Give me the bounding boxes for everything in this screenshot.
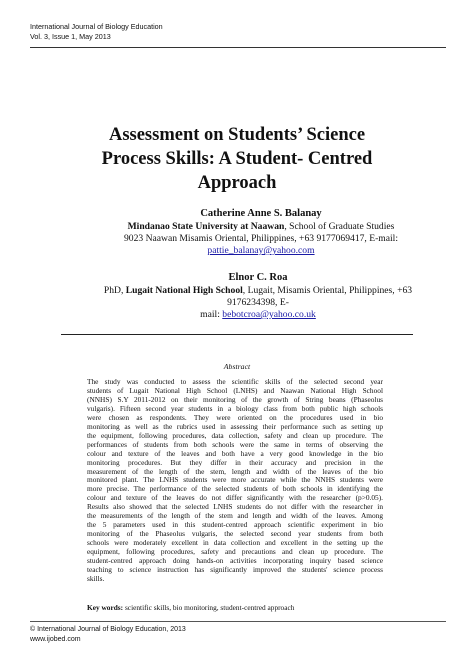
abstract-line: were chosen as respondents. They were oriented on the procedures used in bio [87,412,383,422]
journal-issue: Vol. 3, Issue 1, May 2013 [30,32,111,41]
title-line-2: Process Skills: A Student- Centred [101,149,373,169]
footer-website[interactable]: www.ijobed.com [30,635,81,643]
author-1-institution: Mindanao State University at Naawan [127,221,285,232]
abstract-line: equipment, following procedures, safety and precautions and clean up procedure. The [87,547,383,557]
section-divider [61,334,413,335]
abstract-line: monitoring of the Phaseolus vulgaris, the selected second year students from both [87,529,383,539]
journal-name: International Journal of Biology Education [30,22,163,31]
abstract-line: monitoring procedures. But they differ in their accuracy and precision in the [87,457,383,467]
author-2-address: , Lugait, Misamis Oriental, Philippines, +63 9176234398, E- [227,285,413,308]
title-line-1: Assessment on Students’ Science [108,125,366,145]
author-2-name: Elnor C. Roa [228,272,288,283]
abstract-line: student-centred approach doing hands-on activities incorporating inquiry based science [87,556,383,566]
author-2-institution: Lugait National High School [125,285,243,296]
abstract-line: students of Lugait National High School (LNHS) and Naawan National High School [87,385,383,395]
journal-header [30,22,163,42]
abstract-body [87,378,383,584]
abstract-line: teaching to science instruction has significantly improved the students' science process [87,565,383,575]
title-line-3: Approach [197,173,277,193]
abstract-line: colour and texture of the leaves do not differ significantly with the researcher (p>0.05). [87,493,383,503]
abstract-line: The study was conducted to assess the scientific skills of the selected second year [87,377,383,386]
paper-title [60,123,414,195]
abstract-line: performances of students from both schools were the same in terms of observing the [87,439,383,449]
abstract-line: the equipment, following procedures, data collection, safety and clean up procedure. The [87,430,383,440]
abstract-line: Results also showed that the selected LNHS students do not differ with the researcher in [87,502,383,512]
abstract-line: schools were moderately excellent in data collection and excellent in the setting up the [87,538,383,548]
abstract-line: (NNHS) S.Y 2011-2012 on their monitoring of the growth of String beans (Phaseolus [87,394,383,404]
author-1-name: Catherine Anne S. Balanay [200,208,322,219]
author-2-degree: PhD, [103,285,126,296]
footer-copyright: © International Journal of Biology Education, 2013 [30,626,186,633]
author-block-1 [96,207,426,257]
abstract-line: monitoring as well as the rubrics used in assessing their performance such as setting up [87,421,383,431]
author-2-email-link[interactable]: bebotcroa@yahoo.co.uk [222,309,316,320]
author-1-address: 9023 Naawan Misamis Oriental, Philippines, +63 9177069417, E-mail: [123,233,398,244]
author-1-school: , School of Graduate Studies [284,221,395,232]
keywords [87,603,387,612]
abstract-line: colour and texture of the leaves and both have a very good knowledge in the bio [87,448,383,458]
abstract-line: monitored plant. The LNHS students were more accurate while the NNHS students were [87,475,383,485]
keywords-label: Key words: [87,603,124,612]
footer-divider [30,621,446,622]
abstract-line: skills. [87,573,105,583]
abstract-line: the 5 parameters used in this student-centred approach scientific experiment in bio [87,520,383,530]
keywords-text: scientific skills, bio monitoring, student-centred approach [123,603,295,612]
abstract-line: measurement of the length of the stem, length and width of the leaves of the bio [87,466,383,476]
abstract-line: the measurements of the length of the stem and length and width of the leaves. Among [87,511,383,521]
author-2-affiliation [88,285,428,309]
author-1-email-link[interactable]: pattie_balanay@yahoo.com [207,245,315,256]
abstract-line: vulgaris). Fifteen second year students in a biology class from both public high schools [87,403,383,413]
author-1-affiliation [96,221,426,233]
author-2-email-label: mail: [200,309,223,320]
author-block-2 [88,271,428,321]
abstract-heading: Abstract [223,362,251,371]
header-divider [30,47,446,48]
abstract-line: more precise. The performance of the selected students of both schools in identifying the [87,484,383,494]
page-footer [30,625,186,644]
